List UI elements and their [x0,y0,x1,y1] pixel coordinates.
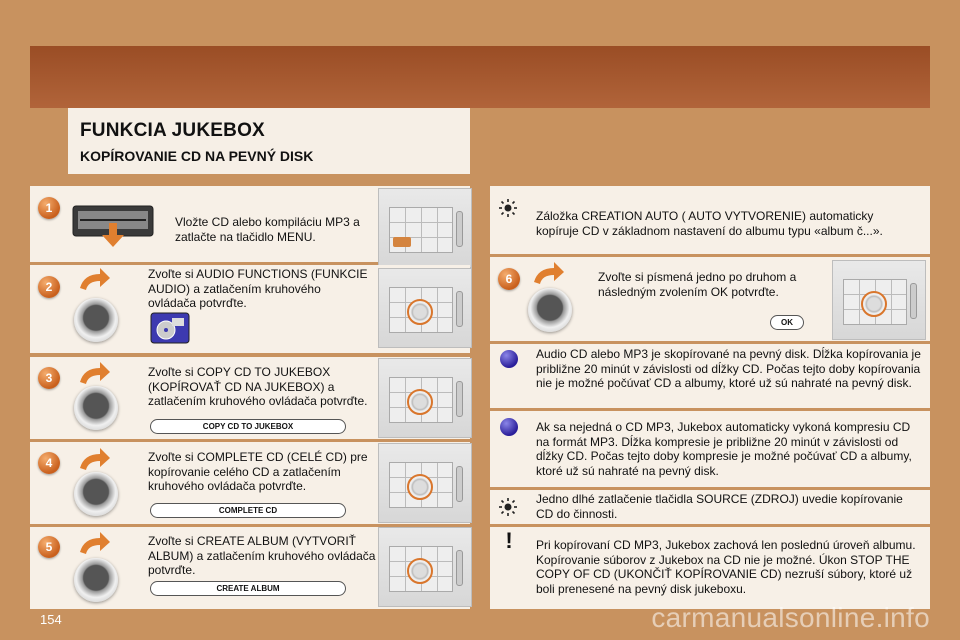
step-4-screen-label: COMPLETE CD [150,503,346,518]
warning-icon: ! [505,528,513,553]
audio-functions-icon [150,312,190,344]
turn-arrow-icon [530,260,566,286]
page-number: 154 [40,612,62,627]
step-1-radio-panel [378,188,472,268]
step-6-text: Zvoľte si písmená jedno po druhom a následným zvolením OK potvrďte. [598,270,797,299]
step-4-radio-panel [378,443,472,523]
rotary-knob-icon [74,386,118,430]
step-5-screen-label: CREATE ALBUM [150,581,346,596]
cd-slot [456,381,463,417]
page-title: FUNKCIA JUKEBOX [80,120,265,141]
step-3-screen-label: COPY CD TO JUKEBOX [150,419,346,434]
turn-arrow-icon [76,446,112,472]
rotary-knob-icon [74,298,118,342]
cd-player-icon [72,205,154,249]
sun-tip-icon [498,497,518,517]
step-3-text: Zvoľte si COPY CD TO JUKEBOX (KOPÍROVAŤ CD NA JUKEBOX) a zatlačením kruhového ovládača potvrďte. [148,365,368,408]
step-5-badge: 5 [38,536,60,558]
turn-arrow-icon [76,360,112,386]
step-6-badge: 6 [498,268,520,290]
watermark: carmanualsonline.info [651,602,930,633]
step-5-text: Zvoľte si CREATE ALBUM (VYTVORIŤ ALBUM) a zatlačením kruhového ovládača potvrďte. [148,534,376,577]
cd-slot [456,550,463,586]
note-ball-icon [500,418,518,436]
header-band [30,46,930,108]
step-5-radio-panel [378,527,472,607]
step-1-text: Vložte CD alebo kompiláciu MP3 a zatlačte na tlačidlo MENU. [175,215,360,244]
cd-slot [456,291,463,327]
mp3-compression-text: Ak sa nejedná o CD MP3, Jukebox automaticky vykoná kompresiu CD na formát MP3. Dĺžka kompresie je približne 20 minút v závislosti od dĺžky CD. Počas tejto doby kompresie je možné počúvať CD a albumy, ktoré už sú nahraté na pevný disk. [536,420,912,478]
step-3-radio-panel [378,358,472,438]
radio-dial [407,558,433,584]
step-6-ok-label: OK [770,315,804,330]
step-2-text: Zvoľte si AUDIO FUNCTIONS (FUNKCIE AUDIO) a zatlačením kruhového ovládača potvrďte. [148,267,368,310]
title-box [68,108,470,174]
warning-text: Pri kopírovaní CD MP3, Jukebox zachová len poslednú úroveň albumu. Kopírovanie súborov z Jukebox na CD nie je možné. Úkon STOP THE COPY OF CD (UKONČIŤ KOPÍROVANIE CD) nezruší súbory, ktoré už boli prenesené na pevný disk jukeboxu. [536,538,916,596]
turn-arrow-icon [76,266,112,292]
rotary-knob-icon [74,558,118,602]
radio-dial [407,299,433,325]
radio-dial [861,291,887,317]
step-2-badge: 2 [38,276,60,298]
note-ball-icon [500,350,518,368]
step-4-text: Zvoľte si COMPLETE CD (CELÉ CD) pre kopírovanie celého CD a zatlačením kruhového ovládača potvrďte. [148,450,368,493]
step-4-badge: 4 [38,452,60,474]
step-2-radio-panel [378,268,472,348]
rotary-knob-icon [74,472,118,516]
long-press-text: Jedno dlhé zatlačenie tlačidla SOURCE (ZDROJ) uvedie kopírovanie CD do činnosti. [536,492,903,521]
menu-button-highlight [393,237,411,247]
radio-dial [407,389,433,415]
step-3-badge: 3 [38,367,60,389]
radio-dial [407,474,433,500]
step-1-badge: 1 [38,197,60,219]
cd-slot [456,211,463,247]
creation-auto-text: Záložka CREATION AUTO ( AUTO VYTVORENIE) automaticky kopíruje CD v základnom nastavení do albumu typu «album č...». [536,209,883,238]
page-subtitle: KOPÍROVANIE CD NA PEVNÝ DISK [80,148,314,164]
audio-cd-text: Audio CD alebo MP3 je skopírované na pevný disk. Dĺžka kopírovania je približne 20 minút v závislosti od dĺžky CD. Počas tejto doby kopírovania nie je možné počúvať CD a albumy, ktoré už sú nahraté na pevný disk. [536,347,921,390]
turn-arrow-icon [76,530,112,556]
cd-slot [456,466,463,502]
sun-tip-icon [498,198,518,218]
step-6-radio-panel [832,260,926,340]
cd-slot [910,283,917,319]
rotary-knob-icon [528,288,572,332]
